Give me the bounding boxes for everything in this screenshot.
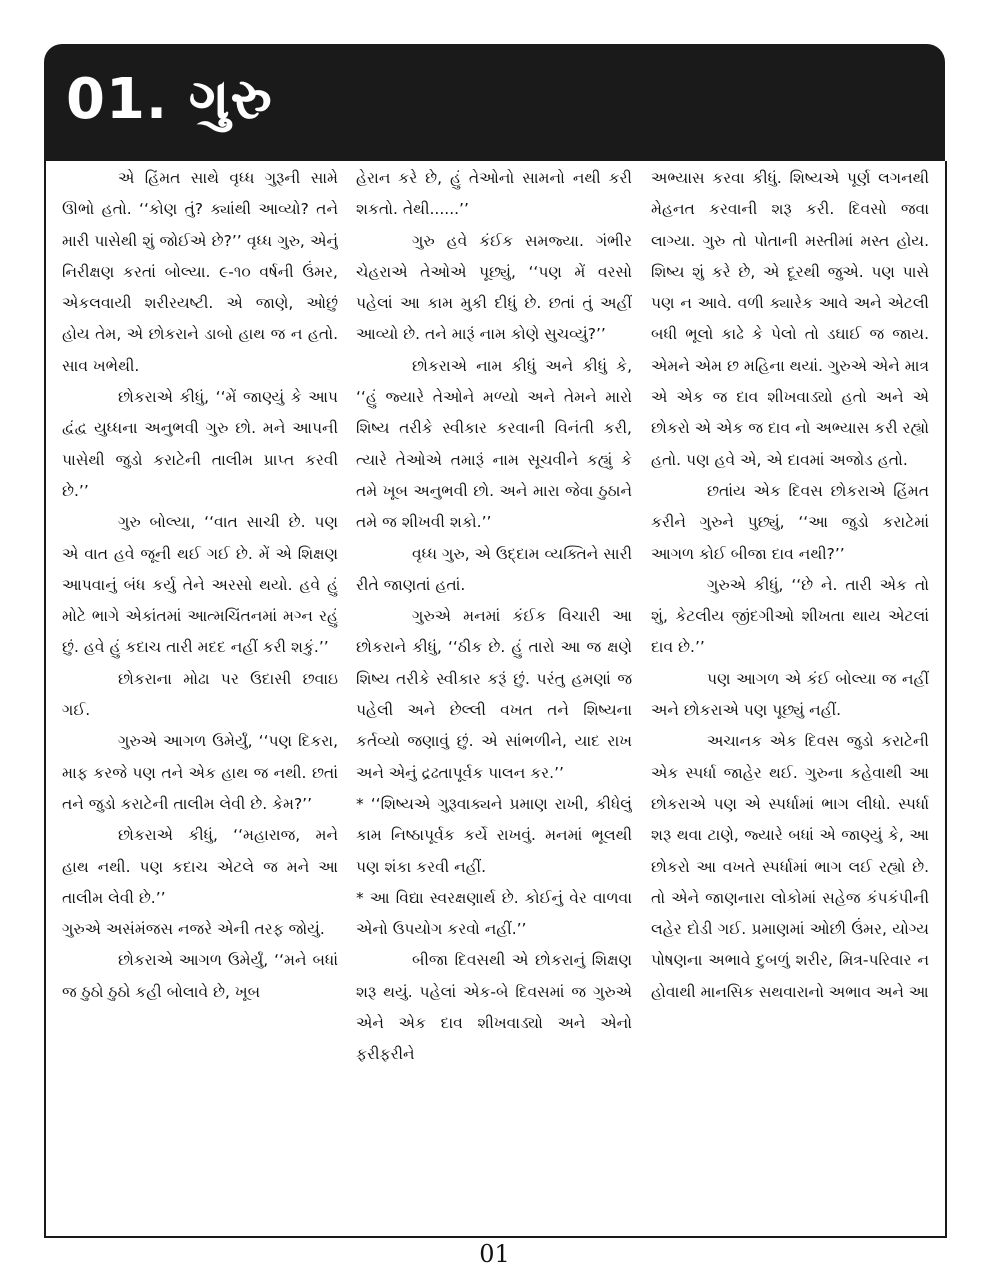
text-column-2 xyxy=(356,163,632,1203)
paragraph: વૃધ્ધ ગુરુ, એ ઉદ્દામ વ્યક્તિને સારી રીતે જાણતાં હતાં. xyxy=(356,544,632,594)
text-column-3 xyxy=(651,163,929,1203)
paragraph: છતાંય એક દિવસ છોકરાએ હિંમત કરીને ગુરુને પુછ્યું, ‘‘આ જુડો કરાટેમાં આગળ કોઈ બીજા દાવ નથી?’’ xyxy=(651,481,929,563)
paragraph: છોકરાએ કીધું, ‘‘મેં જાણ્યું કે આપ દ્વંદ્વ યુધ્ધના અનુભવી ગુરુ છો. મને આપની પાસેથી જુડો કરાટેની તાલીમ પ્રાપ્ત કરવી છે.’’ xyxy=(62,388,338,500)
paragraph: અચાનક એક દિવસ જુડો કરાટેની એક સ્પર્ધા જાહેર થઈ. ગુરુના કહેવાથી આ છોકરાએ પણ એ સ્પર્ધામાં ભાગ લીધો. સ્પર્ધા શરૂ થવા ટાણે, જ્યારે બધાં એ જાણ્યું કે, આ છોકરો આ વખતે સ્પર્ધામાં ભાગ લઈ રહ્યો છે. તો એને જાણનારા લોકોમાં સહેજ કંપકંપીની લહેર દોડી ગઈ. પ્રમાણમાં ઓછી ઉંમર, યોગ્ય પોષણના અભાવે દુબળું શરીર, મિત્ર-પરિવાર ન હોવાથી માનસિક સથવારાનો અભાવ અને આ xyxy=(651,732,929,1001)
paragraph: ગુરુ બોલ્યા, ‘‘વાત સાચી છે. પણ એ વાત હવે જૂની થઈ ગઈ છે. મેં એ શિક્ષણ આપવાનું બંધ કર્યુ તેને અરસો થયો. હવે હું મોટે ભાગે એકાંતમાં આત્મચિંતનમાં મગ્ન રહું છું. હવે હું કદાચ તારી મદદ નહીં કરી શકું.’’ xyxy=(62,513,338,657)
paragraph: છોકરાએ કીધું, ‘‘મહારાજ, મને હાથ નથી. પણ કદાચ એટલે જ મને આ તાલીમ લેવી છે.’’ xyxy=(62,826,338,907)
paragraph: ગુરુ હવે કંઈક સમજ્યા. ગંભીર ચેહરાએ તેઓએ પૂછ્યું, ‘‘પણ મેં વરસો પહેલાં આ કામ મુકી દીધું છે. છતાં તું અહીં આવ્યો છે. તને મારૂં નામ કોણે સુચવ્યું?’’ xyxy=(356,231,632,344)
paragraph: એ હિંમત સાથે વૃધ્ધ ગુરૂની સામે ઊભો હતો. ‘‘કોણ તું? ક્યાંથી આવ્યો? તને મારી પાસેથી શું જોઈએ છે?’’ વૃધ્ધ ગુરુ, એનું નિરીક્ષણ કરતાં બોલ્યા. ૯-૧૦ વર્ષની ઉંમર, એકલવાયી શરીરયષ્ટી. એ જાણે, ઓછું હોય તેમ, એ છોકરાને ડાબો હાથ જ ન હતો. સાવ ખભેથી. xyxy=(62,169,338,375)
paragraph: અભ્યાસ કરવા કીધું. શિષ્યએ પૂર્ણ લગનથી મેહનત કરવાની શરૂ કરી. દિવસો જવા લાગ્યા. ગુરુ તો પોતાની મસ્તીમાં મસ્ત હોય. શિષ્ય શું કરે છે, એ દૂરથી જુએ. પણ પાસે પણ ન આવે. વળી ક્યારેક આવે અને એટલી બધી ભૂલો કાઢે કે પેલો તો ડઘાઈ જ જાય. એમને એમ છ મહિના થયાં. ગુરુએ એને માત્ર એ એક જ દાવ શીખવાડ્યો હતો અને એ છોકરો એ એક જ દાવ નો અભ્યાસ કરી રહ્યો હતો. પણ હવે એ, એ દાવમાં અજોડ હતો. xyxy=(651,169,929,469)
chapter-title: 01. ગુરુ xyxy=(66,67,273,132)
paragraph: ગુરુએ કીધું, ‘‘છે ને. તારી એક તો શું, કેટલીય જીંદગીઓ શીખતા થાય એટલાં દાવ છે.’’ xyxy=(651,575,929,657)
paragraph: બીજા દિવસથી એ છોકરાનું શિક્ષણ શરૂ થયું. પહેલાં એક-બે દિવસમાં જ ગુરુએ એને એક દાવ શીખવાડ્યો અને એનો ફરીફરીને xyxy=(356,951,632,1064)
paragraph: છોકરાએ આગળ ઉમેર્યું, ‘‘મને બધાં જ ઠુઠો ઠુઠો કહી બોલાવે છે, ખૂબ xyxy=(62,951,338,1001)
chapter-header xyxy=(44,44,945,161)
paragraph: હેરાન કરે છે, હું તેઓનો સામનો નથી કરી શકતો. તેથી......’’ xyxy=(356,169,632,219)
text-column-1 xyxy=(62,163,338,1203)
paragraph: છોકરાએ નામ કીધું અને કીધું કે, ‘‘હું જ્યારે તેઓને મળ્યો અને તેમને મારો શિષ્ય તરીકે સ્વીકાર કરવાની વિનંતી કરી, ત્યારે તેઓએ તમારૂં નામ સૂચવીને કહ્યું કે તમે ખૂબ અનુભવી છો. અને મારા જેવા ઠુઠાને તમે જ શીખવી શકો.’’ xyxy=(356,356,632,532)
paragraph: * ‘‘શિષ્યએ ગુરૂવાક્યને પ્રમાણ રાખી, કીધેલું કામ નિષ્ઠાપૂર્વક કર્યે રાખવું. મનમાં ભૂલથી પણ શંકા કરવી નહીં. xyxy=(356,794,632,876)
paragraph: પણ આગળ એ કંઈ બોલ્યા જ નહીં અને છોકરાએ પણ પૂછ્યું નહીં. xyxy=(651,669,929,720)
paragraph: ગુરુએ આગળ ઉમેર્યું, ‘‘પણ દિકરા, માફ કરજે પણ તને એક હાથ જ નથી. છતાં તને જુડો કરાટેની તાલીમ લેવી છે. કેમ?’’ xyxy=(62,732,338,813)
page-number: 01 xyxy=(479,1240,510,1268)
paragraph: ગુરુએ અસંમંજસ નજરે એની તરફ જોયું. xyxy=(62,920,325,939)
paragraph: * આ વિદ્યા સ્વરક્ષણાર્થ છે. કોઈનું વેર વાળવા એનો ઉપયોગ કરવો નહીં.’’ xyxy=(356,888,632,939)
paragraph: ગુરુએ મનમાં કંઈક વિચારી આ છોકરાને કીધું, ‘‘ઠીક છે. હું તારો આ જ ક્ષણે શિષ્ય તરીકે સ્વીકાર કરૂં છું. પરંતુ હમણાં જ પહેલી અને છેલ્લી વખત તને શિષ્યના કર્તવ્યો જણાવું છું. એ સાંભળીને, યાદ રાખ અને એનું દ્રઢતાપૂર્વક પાલન કર.’’ xyxy=(356,607,632,782)
paragraph: છોકરાના મોઢા પર ઉદાસી છવાઇ ગઈ. xyxy=(62,669,338,720)
